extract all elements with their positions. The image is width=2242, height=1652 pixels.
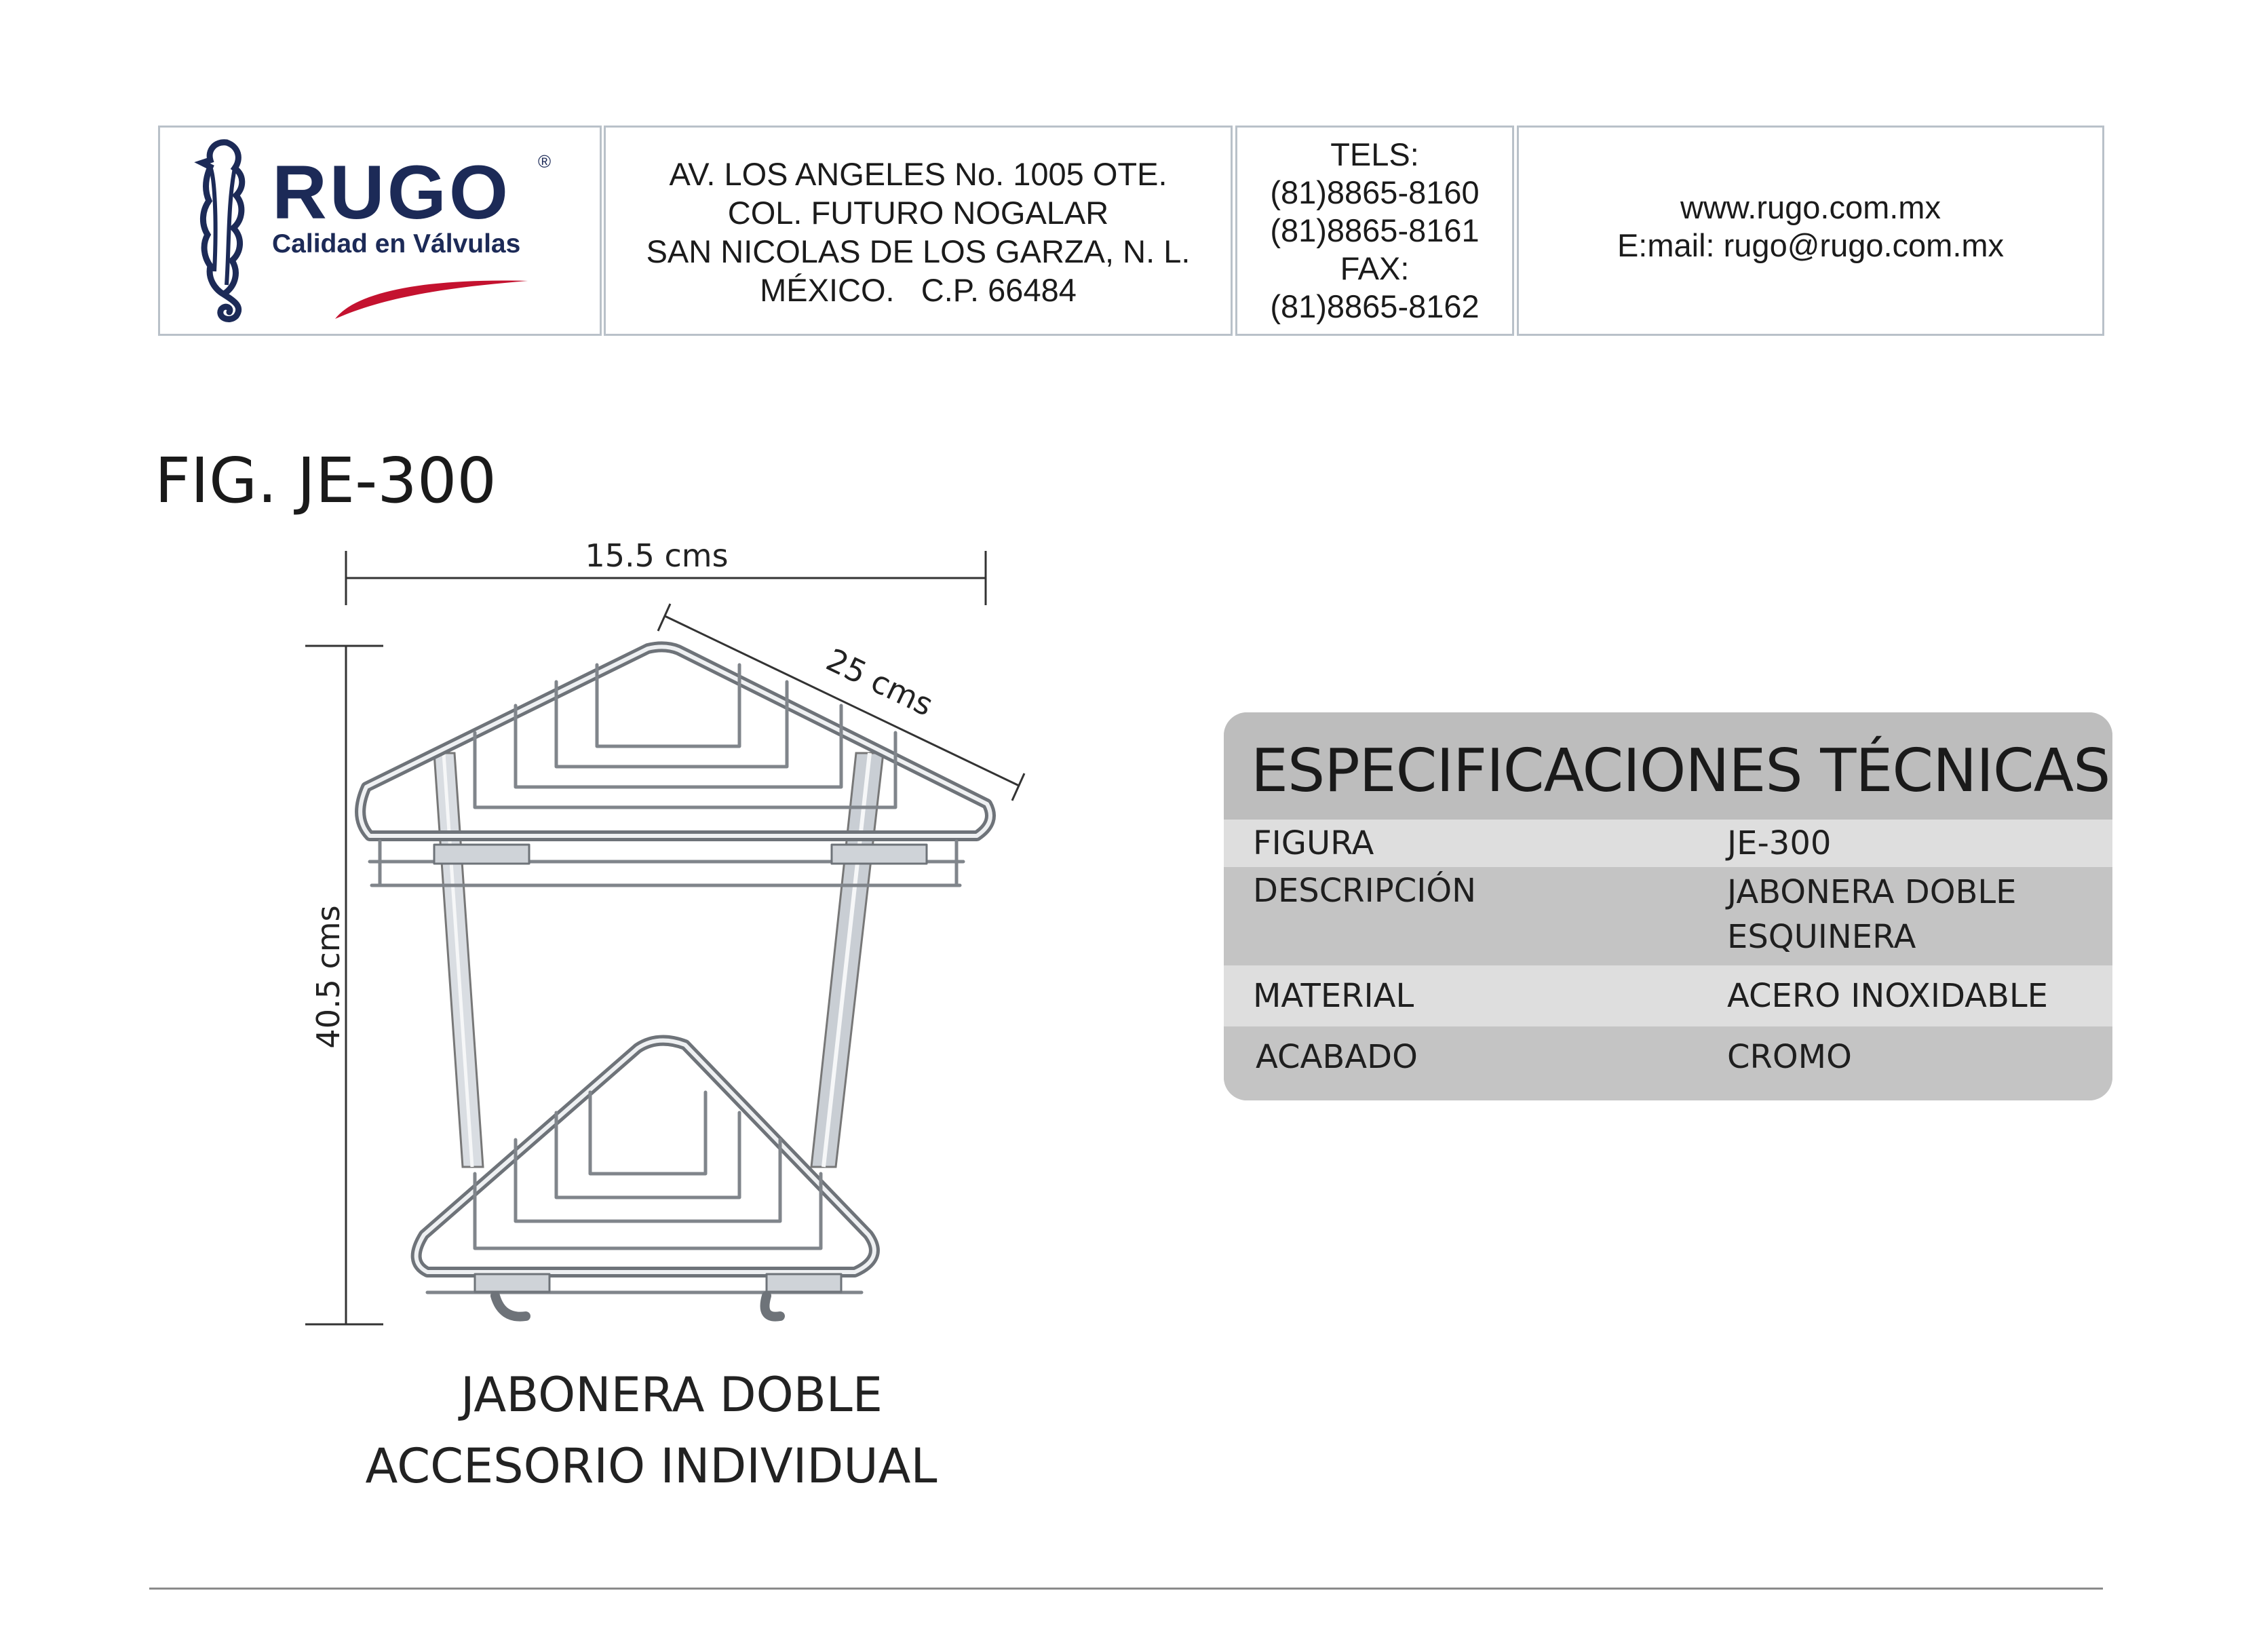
height-label: 40.5 cms	[310, 905, 347, 1049]
spec-label: DESCRIPCIÓN	[1253, 872, 1477, 910]
web-cell	[1517, 126, 2104, 336]
logo-cell	[158, 126, 602, 336]
width-label: 15.5 cms	[585, 537, 729, 574]
brand-swoosh	[330, 270, 533, 324]
phones-block	[1237, 136, 1512, 326]
fax-label: FAX:	[1340, 250, 1410, 286]
address-block	[606, 155, 1231, 309]
spec-label: FIGURA	[1253, 824, 1374, 862]
spec-value: ESQUINERA	[1727, 918, 1916, 956]
figure-title: FIG. JE-300	[155, 444, 497, 517]
spec-title: ESPECIFICACIONES TÉCNICAS	[1251, 736, 2110, 805]
address-line: MÉXICO. C.P. 66484	[760, 272, 1077, 308]
caption-line: ACCESORIO INDIVIDUAL	[365, 1438, 938, 1494]
spec-value: CROMO	[1727, 1038, 1852, 1076]
spec-row	[1224, 867, 2112, 965]
caption-line: JABONERA DOBLE	[461, 1367, 883, 1423]
depth-label: 25 cms	[820, 641, 939, 724]
shelf-posts	[434, 753, 883, 1167]
seahorse-icon	[187, 136, 262, 326]
spec-header	[1224, 712, 2112, 820]
lower-basket	[417, 1041, 874, 1317]
phone-number: (81)8865-8161	[1270, 212, 1480, 248]
spec-label: MATERIAL	[1253, 977, 1414, 1015]
spec-value: JABONERA DOBLE	[1727, 873, 2017, 911]
website-link[interactable]: www.rugo.com.mx	[1680, 189, 1941, 225]
fax-number: (81)8865-8162	[1270, 288, 1480, 324]
address-line: SAN NICOLAS DE LOS GARZA, N. L.	[646, 233, 1191, 269]
bottom-divider	[149, 1588, 2103, 1590]
brand-name: RUGO	[272, 150, 511, 235]
spec-value: JE-300	[1727, 824, 1832, 862]
registered-mark: ®	[538, 151, 552, 172]
email-link[interactable]: E:mail: rugo@rugo.com.mx	[1617, 227, 2005, 263]
brand-tagline: Calidad en Válvulas	[272, 229, 521, 258]
phones-cell	[1235, 126, 1514, 336]
spec-table	[1224, 712, 2112, 1100]
address-line: AV. LOS ANGELES No. 1005 OTE.	[669, 156, 1167, 192]
spec-label: ACABADO	[1256, 1038, 1418, 1076]
spec-value: ACERO INOXIDABLE	[1727, 977, 2048, 1015]
spec-row	[1224, 965, 2112, 1026]
address-cell	[604, 126, 1233, 336]
spec-row	[1224, 820, 2112, 867]
product-drawing	[0, 529, 1153, 1357]
spec-row	[1224, 1026, 2112, 1100]
phone-number: (81)8865-8160	[1270, 174, 1480, 210]
address-line: COL. FUTURO NOGALAR	[727, 195, 1109, 231]
web-block	[1519, 189, 2102, 265]
phones-label: TELS:	[1330, 136, 1419, 172]
